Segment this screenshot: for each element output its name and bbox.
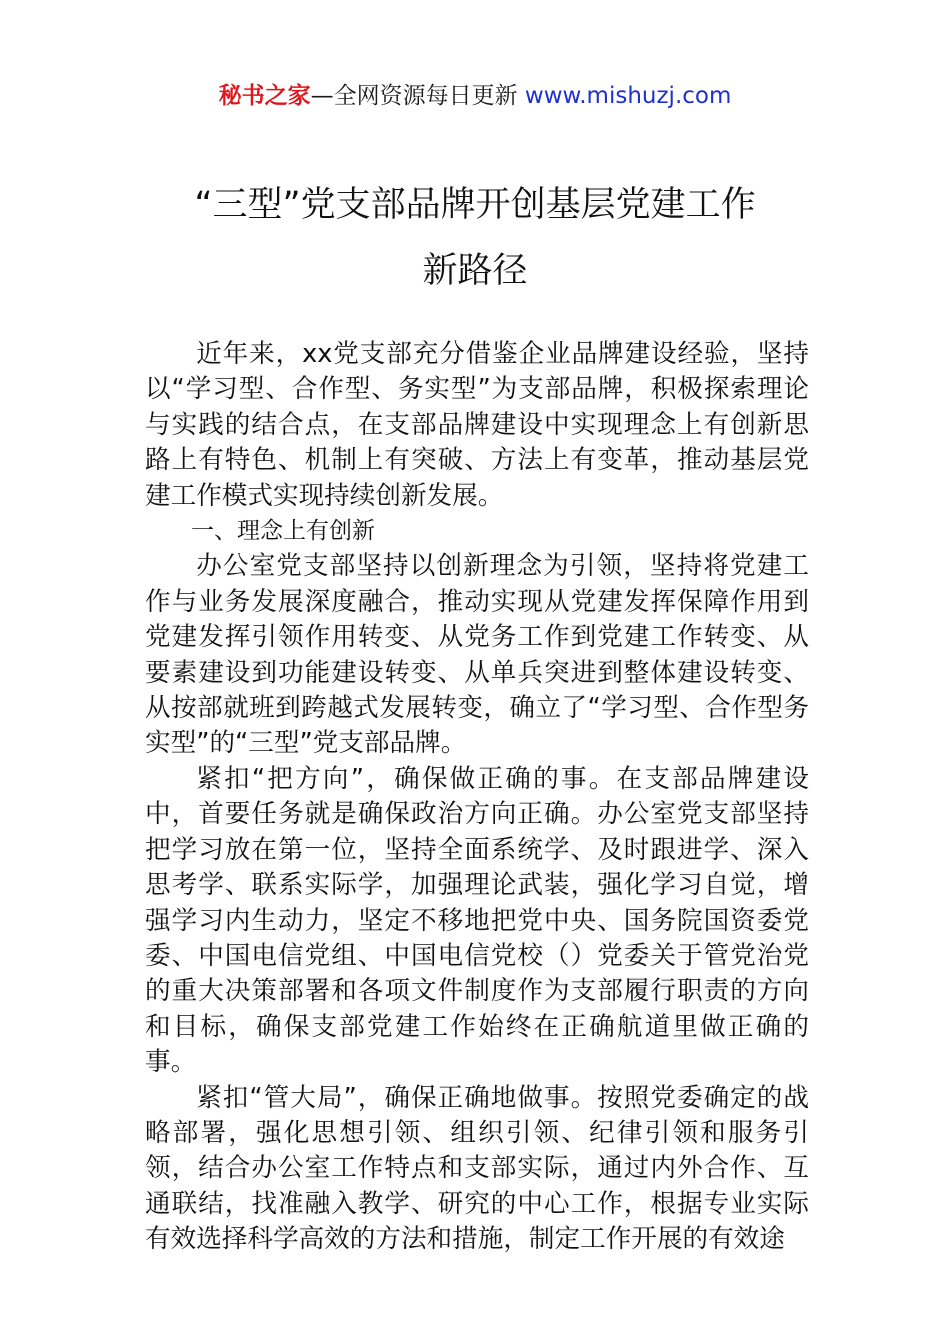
body-paragraph: 办公室党支部坚持以创新理念为引领，坚持将党建工作与业务发展深度融合，推动实现从党建发挥保障作用到党建发挥引领作用转变、从党务工作到党建工作转变、从要素建设到功能建设转变、从单兵突进到整体建设转变、从按部就班到跨越式发展转变，确立了“学习型、合作型务实型”的“三型”党支部品牌。 bbox=[145, 551, 809, 759]
site-header bbox=[0, 80, 950, 112]
section-heading: 一、理念上有创新 bbox=[191, 518, 375, 545]
site-url[interactable]: www.mishuzj.com bbox=[524, 83, 732, 109]
body-paragraph: 紧扣“把方向”，确保做正确的事。在支部品牌建设中，首要任务就是确保政治方向正确。办公室党支部坚持把学习放在第一位，坚持全面系统学、及时跟进学、深入思考学、联系实际学，加强理论武装，强化学习自觉，增强学习内生动力，坚定不移地把党中央、国务院国资委党委、中国电信党组、中国电信党校（）党委关于管党治党的重大决策部署和各项文件制度作为支部履行职责的方向和目标，确保支部党建工作始终在正确航道里做正确的事。 bbox=[145, 763, 809, 1078]
site-tagline: —全网资源每日更新 bbox=[310, 83, 525, 109]
title-line-2: 新路径 bbox=[422, 251, 528, 291]
body-paragraph: 紧扣“管大局”，确保正确地做事。按照党委确定的战略部署，强化思想引领、组织引领、纪律引领和服务引领，结合办公室工作特点和支部实际，通过内外合作、互通联结，找准融入教学、研究的中心工作，根据专业实际有效选择科学高效的方法和措施，制定工作开展的有效途 bbox=[145, 1082, 809, 1255]
document-body bbox=[145, 337, 809, 1258]
site-brand: 秘书之家 bbox=[218, 83, 311, 109]
title-line-1: “三型”党支部品牌开创基层党建工作 bbox=[194, 185, 756, 225]
document-title bbox=[0, 172, 950, 304]
intro-paragraph: 近年来，xx党支部充分借鉴企业品牌建设经验，坚持以“学习型、合作型、务实型”为支部品牌，积极探索理论与实践的结合点，在支部品牌建设中实现理念上有创新思路上有特色、机制上有突破、方法上有变革，推动基层党建工作模式实现持续创新发展。 bbox=[145, 339, 809, 511]
